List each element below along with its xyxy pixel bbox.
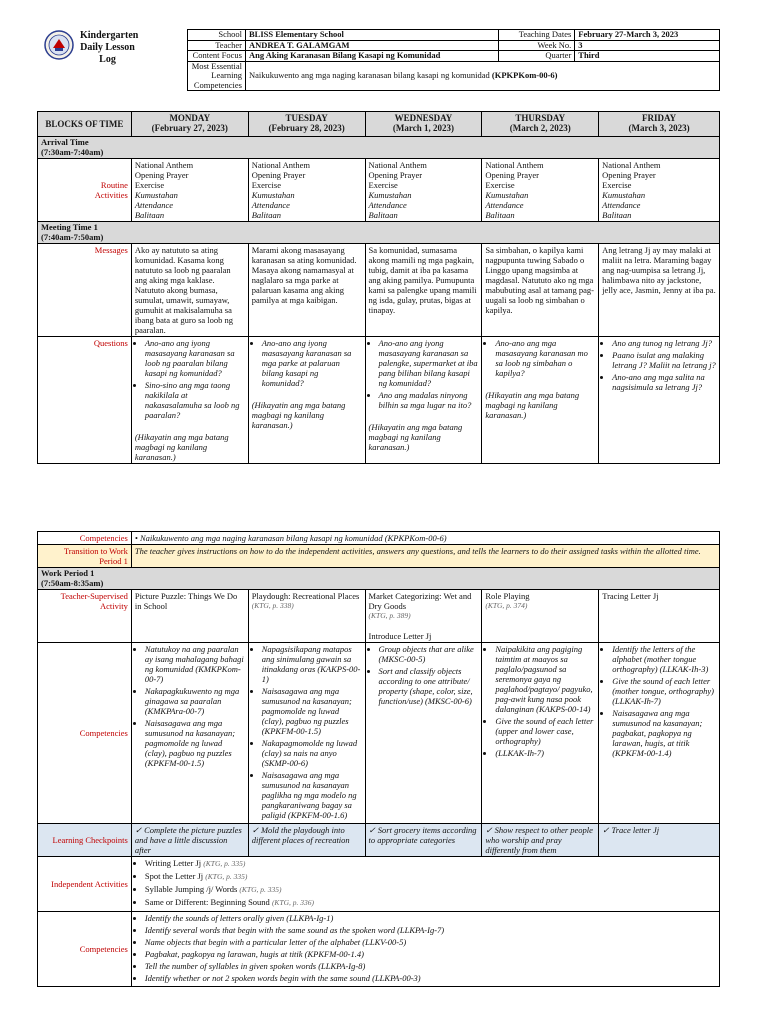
transition-label-line2: Period 1 [99,556,128,566]
activity-cell [131,590,248,643]
routine-item: Opening Prayer [602,170,656,180]
routine-item: Exercise [368,180,398,190]
day-date: (March 1, 2023) [392,123,454,133]
activity-ref: (KTG, p. 374) [485,601,528,610]
message-cell: Marami akong masasayang karanasan sa ating komunidad. Masaya akong namamasyal at naglalaro sa mga parke at palaruan kasama ang aking pamilya at mga kaibigan. [248,244,365,337]
school-label: School [188,30,246,41]
checkpoint-cell: ✓ Mold the playdough into different places of recreation [248,824,365,857]
question-item: • Ano-ano ang mga masasayang karanasan mo sa loob ng simbahan o kapilya? [495,338,595,378]
day-name: FRIDAY [641,113,677,123]
independent-ref: (KTG, p. 336) [271,898,315,907]
competency-bottom-list [135,913,716,983]
section-title: Arrival Time [41,137,89,147]
questions-cell [248,337,365,464]
activity-title: Role Playing [485,591,530,601]
day-header-friday [599,112,720,137]
competency-item: • Give the sound of each letter (upper and lower case, orthography) [495,716,595,746]
header-info-table [187,29,720,91]
routine-item: National Anthem [485,160,544,170]
day-header-thursday [482,112,599,137]
routine-cell [482,159,599,222]
competency-list [369,644,479,706]
independent-text: Same or Different: Beginning Sound [144,897,270,907]
question-list [485,338,595,378]
melc-label-line3: Competencies [193,79,242,90]
question-item: • Sino-sino ang mga taong nakikilala at nakasasalamuha sa loob ng paaralan? [145,380,245,420]
messages-row [38,244,720,337]
question-item: • Ano ang tunog ng letrang Jj? [612,338,716,348]
questions-row [38,337,720,464]
question-list [602,338,716,392]
form-title-line2: Daily Lesson Log [80,42,135,65]
competency-list [602,644,716,758]
message-cell: Sa komunidad, sumasama akong mamili ng mga pagkain, tubig, damit at iba pa kasama ang aking pamilya. Pumupunta kami sa palengke upang mamili ng isda, gulay, prutas, bigas at tinapay. [365,244,482,337]
content-focus-label: Content Focus [188,51,246,62]
quarter-label: Quarter [499,51,575,62]
form-title [80,30,139,66]
routine-cell [365,159,482,222]
competency-top-text: Naikukuwento ang mga naging karanasan bilang kasapi ng komunidad (KPKPKom-00-6) [139,533,447,543]
checkpoint-text: Sort grocery items according to appropriate categories [368,825,477,845]
routine-item: Balitaan [368,210,398,220]
independent-ref: (KTG, p. 335) [203,859,246,868]
teacher-label: Teacher [188,40,246,51]
day-name: WEDNESDAY [394,113,453,123]
section-title: Work Period 1 [41,568,95,578]
checkpoints-label: Learning Checkpoints [38,824,132,857]
transition-label [38,545,132,568]
competency-bottom-item: • Identify the sounds of letters orally given (LLKPA-Ig-1) [145,913,716,923]
question-list [369,338,479,410]
question-item: • Ano-ano ang mga salita na nagsisimula sa letrang Jj? [612,372,716,392]
day-name: MONDAY [169,113,211,123]
independent-item [145,871,716,882]
competency-item: • Naisasagawa ang mga sumusunod na kasanayan; pagbakat, pagkopya ng larawan, hugis, at titik (KPKFM-00-1.4) [612,708,716,758]
independent-item [145,858,716,869]
routine-item: Attendance [251,200,290,210]
day-date: (March 2, 2023) [509,123,571,133]
activity-title: Market Categorizing: Wet and Dry Goods [368,591,472,611]
competencies-row [38,643,720,824]
independent-activities-cell [131,857,719,912]
question-note: (Hikayatin ang mga batang magbagi ng kanilang karanasan.) [251,400,346,430]
routine-item: Attendance [602,200,641,210]
week-label: Week No. [499,40,575,51]
routine-item: Opening Prayer [134,170,189,180]
competency-item: • Identify the letters of the alphabet (mother tongue orthography) (LLKAK-Ih-3) [612,644,716,674]
day-header-monday [131,112,248,137]
day-name: TUESDAY [285,113,328,123]
routine-item: Opening Prayer [251,170,306,180]
routine-label-line2: Activities [94,190,128,200]
competency-item: • Group objects that are alike (MKSC-00-5) [379,644,479,664]
checkpoint-cell: ✓ Trace letter Jj [599,824,720,857]
competencies-bottom-row [38,912,720,987]
competency-top: • Naikukuwento ang mga naging karanasan bilang kasapi ng komunidad (KPKPKom-00-6) [131,532,719,545]
routine-label [38,159,132,222]
competency-item: • Nakapagkukuwento ng mga ginagawa sa paaralan (KMKPAra-00-7) [145,686,245,716]
activity-ref: (KTG, p. 338) [251,601,294,610]
routine-item: National Anthem [134,160,194,170]
routine-item: Kumustahan [485,190,529,200]
routine-item: Kumustahan [134,190,178,200]
competency-bottom-item: • Identify several words that begin with the same sound as the spoken word (LLKPA-Ig-7) [145,925,716,935]
questions-cell [131,337,248,464]
question-note: (Hikayatin ang mga batang magbagi ng kanilang karanasan.) [134,432,229,462]
section-time: (7:40am-7:50am) [41,231,104,242]
competency-list [252,644,362,820]
checkpoint-text: Show respect to other people who worship and pray differently from them [485,825,593,855]
schedule-table [37,111,720,464]
checkpoints-row [38,824,720,857]
day-name: THURSDAY [515,113,566,123]
competency-item: • Naisasagawa ang mga sumusunod na kasanayan; pagmomolde ng luwad (clay), pagbuo ng puzzles (KPKFM-00-1.5) [262,686,362,736]
meeting-time-section [38,222,720,244]
checkpoint-cell: ✓ Sort grocery items according to appropriate categories [365,824,482,857]
checkpoint-text: Complete the picture puzzles and have a little discussion after [134,825,242,855]
competency-list [135,644,245,768]
competencies-label: Competencies [38,643,132,824]
teacher-supervised-label [38,590,132,643]
questions-label: Questions [38,337,132,464]
competency-bottom-item: • Name objects that begin with a particular letter of the alphabet (LLKV-00-5) [145,937,716,947]
day-date: (March 3, 2023) [628,123,690,133]
activity-extra: Introduce Letter Jj [368,631,432,641]
section-title: Meeting Time 1 [41,222,98,232]
independent-text: Writing Letter Jj [144,858,202,868]
melc-code: (KPKPKom-00-6) [491,70,558,80]
checkpoint-cell: ✓ Complete the picture puzzles and have a little discussion after [131,824,248,857]
activity-cell [248,590,365,643]
independent-list [135,858,716,908]
routine-item: Opening Prayer [368,170,423,180]
teacher-supervised-row [38,590,720,643]
section-time: (7:30am-7:40am) [41,146,104,157]
independent-item [145,897,716,908]
question-list [135,338,245,420]
independent-row [38,857,720,912]
activity-title: Picture Puzzle: Things We Do in School [134,591,238,611]
competency-item: • Naipakikita ang pagiging taimtim at maayos sa paglalo/pagsunod sa seremonya gaya ng paglahod/pagtayo/ pagyuko, pag-awit kung nasa pook dalanginan (KAKPS-00-14) [495,644,595,714]
content-focus-value: Ang Aking Karanasan Bilang Kasapi ng Komunidad [245,51,498,62]
routine-item: Balitaan [602,210,632,220]
independent-ref: (KTG, p. 335) [205,872,248,881]
competency-item: • Nakapagmomolde ng luwad (clay) sa nais na anyo (SKMP-00-6) [262,738,362,768]
competencies-cell [248,643,365,824]
questions-cell [482,337,599,464]
activity-cell [365,590,482,643]
competency-item: • Napagsisikapang matapos ang sinimulang gawain sa itinakdang oras (KAKPS-00-1) [262,644,362,684]
melc-label-line1: Most Essential [191,60,242,71]
routine-item: Kumustahan [251,190,295,200]
competency-list [485,644,595,758]
work-period-table [37,531,720,987]
melc-label [188,61,246,91]
competencies-cell [482,643,599,824]
dates-label: Teaching Dates [499,30,575,41]
checkpoint-cell: ✓ Show respect to other people who worship and pray differently from them [482,824,599,857]
competencies-label-bottom: Competencies [38,912,132,987]
competency-item: • (LLKAK-Ih-7) [495,748,595,758]
tsa-label-line2: Activity [99,601,128,611]
day-header-tuesday [248,112,365,137]
routine-row [38,159,720,222]
transition-text: The teacher gives instructions on how to do the independent activities, answers any questions, and tells the learners to do their assigned tasks within the allotted time. [131,545,719,568]
independent-label: Independent Activities [38,857,132,912]
checkpoint-text: Trace letter Jj [611,825,660,835]
messages-label: Messages [38,244,132,337]
routine-item: Exercise [602,180,632,190]
arrival-time-section [38,137,720,159]
independent-text: Syllable Jumping /j/ Words [144,884,238,894]
routine-item: Opening Prayer [485,170,539,180]
routine-cell [248,159,365,222]
independent-text: Spot the Letter Jj [144,871,204,881]
day-date: (February 27, 2023) [151,123,228,133]
question-item: • Ano-ano ang iyong masasayang karanasan sa loob ng paaralan bilang kasapi ng komunidad? [145,338,245,378]
week-value: 3 [575,40,720,51]
activity-title: Tracing Letter Jj [602,591,659,601]
competency-bottom-item: • Pagbakat, pagkopya ng larawan, hugis at titik (KPKFM-00-1.4) [145,949,716,959]
competency-item: • Sort and classify objects according to one attribute/ property (shape, color, size, function/use) (MKSC-00-6) [379,666,479,706]
school-value: BLISS Elementary School [245,30,498,41]
competency-bottom-item: • Tell the number of syllables in given spoken words (LLKPA-Ig-8) [145,961,716,971]
question-note: (Hikayatin ang mga batang magbagi ng kanilang karanasan.) [485,390,580,420]
message-cell: Ako ay natututo sa ating komunidad. Kasama kong natututo sa loob ng paaralan ang aking mga kaklase. Natututo akong bumasa, sumulat, umawit, sumayaw, gumuhit at makisalamuha sa ibang bata at guro sa loob ng paaralan. [131,244,248,337]
message-cell: Ang letrang Jj ay may malaki at maliit na letra. Maraming bagay ang nag-uumpisa sa letrang Jj, halimbawa nito ay jackstone, jelly ace, Jasmin, Jenny at iba pa. [599,244,720,337]
activity-ref: (KTG, p. 389) [368,611,411,620]
routine-item: Exercise [251,180,281,190]
competencies-cell [599,643,720,824]
competency-item: • Natutukoy na ang paaralan ay isang mahalagang bahagi ng komunidad (KMKPKom-00-7) [145,644,245,684]
dates-value: February 27-March 3, 2023 [575,30,720,41]
melc-text: Naikukuwento ang mga naging karanasan bilang kasapi ng komunidad [248,70,490,80]
question-item: • Paano isulat ang malaking letrang J? Maliit na letrang j? [612,350,716,370]
transition-label-line1: Transition to Work [63,546,128,556]
independent-ref: (KTG, p. 335) [239,885,282,894]
quarter-value: Third [575,51,720,62]
competencies-label-top: Competencies [38,532,132,545]
melc-label-line2: Learning [211,70,242,80]
competency-item: • Naisasagawa ang mga sumusunod na kasanayan paglikha ng mga modelo ng pangkaraniwang bagay sa paligid (KPKFM-00-1.6) [262,770,362,820]
routine-label-line1: Routine [100,180,128,190]
routine-cell [131,159,248,222]
section-time: (7:50am-8:35am) [41,577,104,588]
competency-item: • Give the sound of each letter (mother tongue, orthography) (LLKAK-Ih-7) [612,676,716,706]
question-note: (Hikayatin ang mga batang magbagi ng kanilang karanasan.) [368,422,463,452]
routine-item: Attendance [485,200,524,210]
competencies-bottom-cell [131,912,719,987]
activity-cell [599,590,720,643]
routine-item: Attendance [134,200,174,210]
routine-item: National Anthem [251,160,311,170]
activity-title: Playdough: Recreational Places [251,591,360,601]
checkpoint-text: Mold the playdough into different places of recreation [251,825,350,845]
routine-item: Exercise [485,180,515,190]
question-item: • Ano-ano ang iyong masasayang karanasan sa palengke, supermarket at iba pang bilihan bilang kasapi ng komunidad? [379,338,479,388]
blocks-of-time-header: BLOCKS OF TIME [38,112,132,137]
question-item: • Ano-ano ang iyong masasayang karanasan sa mga parke at palaruan bilang kasapi ng komunidad? [262,338,362,388]
work-period-section [38,568,720,590]
day-date: (February 28, 2023) [268,123,345,133]
routine-item: Attendance [368,200,407,210]
routine-item: Kumustahan [368,190,412,200]
questions-cell [599,337,720,464]
competencies-cell [365,643,482,824]
message-cell: Sa simbahan, o kapilya kami nagpupunta tuwing Sabado o Linggo upang magsimba at magdasal. Natututo ako ng mga mabubuting asal at tamang pag-uugali sa loob ng simbahan o kapilya. [482,244,599,337]
questions-cell [365,337,482,464]
form-title-line1: Kindergarten [80,30,139,41]
deped-seal-logo [44,30,74,60]
routine-item: National Anthem [602,160,661,170]
competency-bottom-item: • Identify whether or not 2 spoken words begin with the same sound (LLKPA-00-3) [145,973,716,983]
question-list [252,338,362,388]
routine-cell [599,159,720,222]
question-item: • Ano ang madalas ninyong bilhin sa mga lugar na ito? [379,390,479,410]
competency-item: • Naisasagawa ang mga sumusunod na kasanayan; pagmomolde ng luwad (clay), pagbuo ng puzzles (KPKFM-00-1.5) [145,718,245,768]
routine-item: Exercise [134,180,165,190]
routine-item: National Anthem [368,160,427,170]
routine-item: Kumustahan [602,190,646,200]
teacher-value: ANDREA T. GALAMGAM [245,40,498,51]
day-header-wednesday [365,112,482,137]
routine-item: Balitaan [134,210,165,220]
independent-item [145,884,716,895]
routine-item: Balitaan [485,210,515,220]
melc-value [245,61,719,91]
routine-item: Balitaan [251,210,281,220]
competencies-cell [131,643,248,824]
activity-cell [482,590,599,643]
tsa-label-line1: Teacher-Supervised [60,591,128,601]
